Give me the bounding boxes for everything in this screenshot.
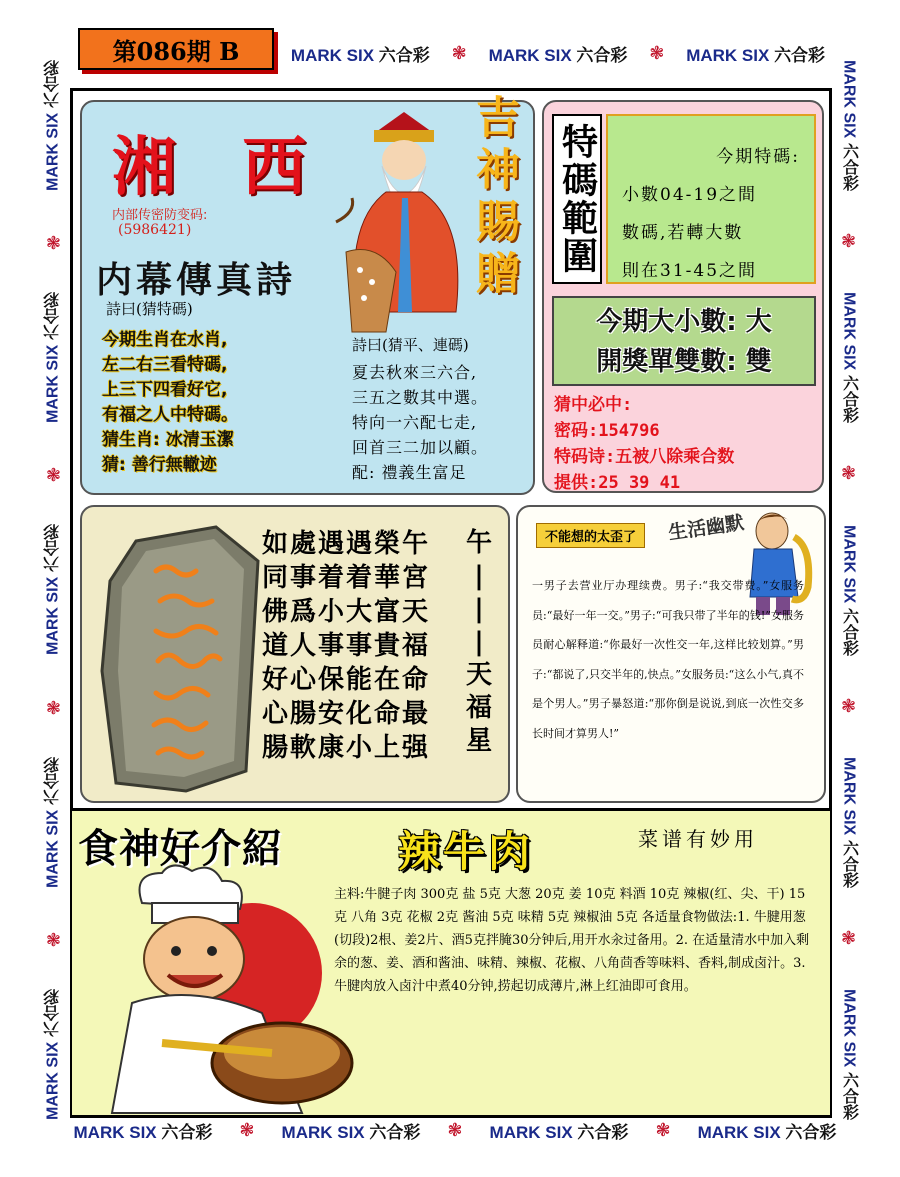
recipe-text: 主料:牛腱子肉 300克 盐 5克 大葱 20克 姜 10克 料酒 10克 辣椒(红、尖、干) 15克 八角 3克 花椒 2克 酱油 5克 味精 5克 辣椒油 5克 各适量食物做法:1. 牛腱用葱(切段)2根、姜2片、酒5克拌腌30分钟后,用开水汆过备用。2. 在适量清水中加入剩余的葱、姜、酒和酱油、味精、辣椒、花椒、八角茴香等味料、香料,制成卤汁。3. 牛腱肉放入卤汁中煮40分钟,捞起切成薄片,淋上红油即可食用。 xyxy=(334,887,810,994)
range-line: 小數04-19之間 xyxy=(622,185,758,205)
border-brand: MARK SIX 六合彩 xyxy=(44,60,62,191)
guess-block xyxy=(554,392,734,496)
guess-line: 密码:154796 xyxy=(554,421,660,441)
grid-line: 道人事事貴福 xyxy=(262,631,431,661)
range-line: 則在31-45之間 xyxy=(622,261,758,281)
stone-tablet-image xyxy=(96,521,266,793)
joke-tag: 不能想的太歪了 xyxy=(536,523,645,548)
blessing-text: 吉神賜贈 xyxy=(468,94,519,302)
poem-line: 回首三二加以顧。 xyxy=(352,438,489,457)
grid-poem xyxy=(262,527,430,765)
side-char: | xyxy=(474,594,484,624)
poem-line: 有福之人中特碼。 xyxy=(102,405,238,425)
poem-line: 三五之數其中選。 xyxy=(352,388,489,407)
poem-line: 猜: 善行無轍迹 xyxy=(102,455,217,475)
flower-icon: ❃ xyxy=(839,927,859,949)
bigsmall-box xyxy=(552,296,816,386)
joke-body: 一男子去营业厅办理续费。男子:“我交带费。”女服务员:“最好一年一交。”男子:“可我只带了半年的钱!”女服务员耐心解释道:“你最好一次性交一年,这样比较划算。”男子:“都说了,只交半年的,快点。”女服务员:“这么小气,真不是个男人。”男子暴怒道:“那你倒是说说,到底一次性交多长时间才算男人!” xyxy=(532,579,804,740)
border-bottom xyxy=(60,1115,850,1145)
flower-icon: ❃ xyxy=(839,231,859,253)
border-brand: MARK SIX 六合彩 xyxy=(290,45,430,65)
side-char: 天 xyxy=(465,660,492,690)
grid-line: 腸軟康小上强 xyxy=(262,733,431,763)
range-label xyxy=(552,114,602,284)
guess-line: 特码诗:五被八除乘合数 xyxy=(554,447,735,467)
flower-icon: ❃ xyxy=(655,1119,671,1140)
border-brand: MARK SIX 六合彩 xyxy=(281,1122,421,1142)
border-brand: MARK SIX 六合彩 xyxy=(44,524,62,656)
grid-line: 好心保能在命 xyxy=(262,665,431,695)
border-brand: MARK SIX 六合彩 xyxy=(697,1122,837,1142)
poem2 xyxy=(352,360,488,485)
flower-icon: ❃ xyxy=(649,42,665,63)
dish-name: 辣牛肉 xyxy=(398,827,534,876)
side-char: | xyxy=(474,627,484,657)
menu-tag: 菜谱有妙用 xyxy=(638,827,758,851)
flower-icon: ❃ xyxy=(839,463,859,485)
panel-grid-poem xyxy=(80,505,510,803)
flower-icon: ❃ xyxy=(43,695,63,717)
border-brand: MARK SIX 六合彩 xyxy=(44,292,62,424)
side-char: 午 xyxy=(465,528,492,558)
border-brand: MARK SIX 六合彩 xyxy=(840,292,858,424)
poem-line: 左二右三看特碼, xyxy=(102,355,228,375)
border-brand: MARK SIX 六合彩 xyxy=(686,45,826,65)
secret-label: 内部传密防变码: xyxy=(112,208,208,223)
issue-label: 第086期 B xyxy=(78,28,274,70)
poem-line: 今期生肖在水肖, xyxy=(102,330,228,350)
border-brand: MARK SIX 六合彩 xyxy=(44,989,62,1120)
panel-food xyxy=(72,808,830,1115)
range-label-text: 特碼範圍 xyxy=(556,123,598,275)
poem-line: 夏去秋來三六合, xyxy=(352,363,478,382)
bigsmall-line: 今期大小數: 大 xyxy=(596,307,772,337)
border-brand: MARK SIX 六合彩 xyxy=(44,756,62,888)
guess-line: 提供:25 39 41 xyxy=(554,473,681,493)
border-brand: MARK SIX 六合彩 xyxy=(840,60,858,191)
flower-icon: ❃ xyxy=(239,1119,255,1140)
grid-line: 佛爲小大富天 xyxy=(262,597,431,627)
bigsmall-line: 開獎單雙數: 雙 xyxy=(596,347,772,377)
flower-icon: ❃ xyxy=(451,42,467,63)
border-left xyxy=(38,40,68,1140)
chef-image xyxy=(72,863,372,1115)
food-title: 食神好介紹 xyxy=(78,826,283,872)
border-brand: MARK SIX 六合彩 xyxy=(840,989,858,1120)
panel-title: 湘 西 xyxy=(112,130,329,205)
flower-icon: ❃ xyxy=(43,927,63,949)
range-line: 數碼,若轉大數 xyxy=(622,223,744,243)
poem1 xyxy=(102,328,238,478)
range-box xyxy=(606,114,816,284)
grid-line: 心腸安化命最 xyxy=(262,699,431,729)
side-char: 福 xyxy=(465,693,492,723)
range-line: 今期特碼: xyxy=(716,147,800,167)
border-brand: MARK SIX 六合彩 xyxy=(840,756,858,888)
poem-heading: 内幕傳真詩 xyxy=(96,259,297,301)
grid-side-text xyxy=(462,527,496,758)
grid-line: 同事着着華宮 xyxy=(262,563,431,593)
grid-line: 如處遇遇榮午 xyxy=(262,529,431,559)
flower-icon: ❃ xyxy=(43,463,63,485)
border-brand: MARK SIX 六合彩 xyxy=(488,45,628,65)
joke-tag2: 生活幽默 xyxy=(667,511,746,545)
poem-line: 猜生肖: 冰清玉潔 xyxy=(102,430,234,450)
flower-icon: ❃ xyxy=(447,1119,463,1140)
border-top xyxy=(280,38,836,68)
guess-line: 猜中必中: xyxy=(554,395,633,415)
poem1-intro: 詩曰(猜特碼) xyxy=(106,300,193,318)
side-char: 星 xyxy=(465,726,492,756)
panel-special-code xyxy=(542,100,824,493)
border-right xyxy=(834,40,864,1140)
secret-code: (5986421) xyxy=(118,222,192,238)
flower-icon: ❃ xyxy=(839,695,859,717)
poem-line: 配: 禮義生富足 xyxy=(352,463,467,482)
border-brand: MARK SIX 六合彩 xyxy=(840,524,858,656)
poem2-intro: 詩曰(猜平、連碼) xyxy=(352,336,469,354)
border-brand: MARK SIX 六合彩 xyxy=(73,1122,213,1142)
panel-humor xyxy=(516,505,826,803)
border-brand: MARK SIX 六合彩 xyxy=(489,1122,629,1142)
flower-icon: ❃ xyxy=(43,231,63,253)
poem-line: 上三下四看好它, xyxy=(102,380,228,400)
poem-line: 特向一六配七走, xyxy=(352,413,478,432)
side-char: | xyxy=(474,561,484,591)
